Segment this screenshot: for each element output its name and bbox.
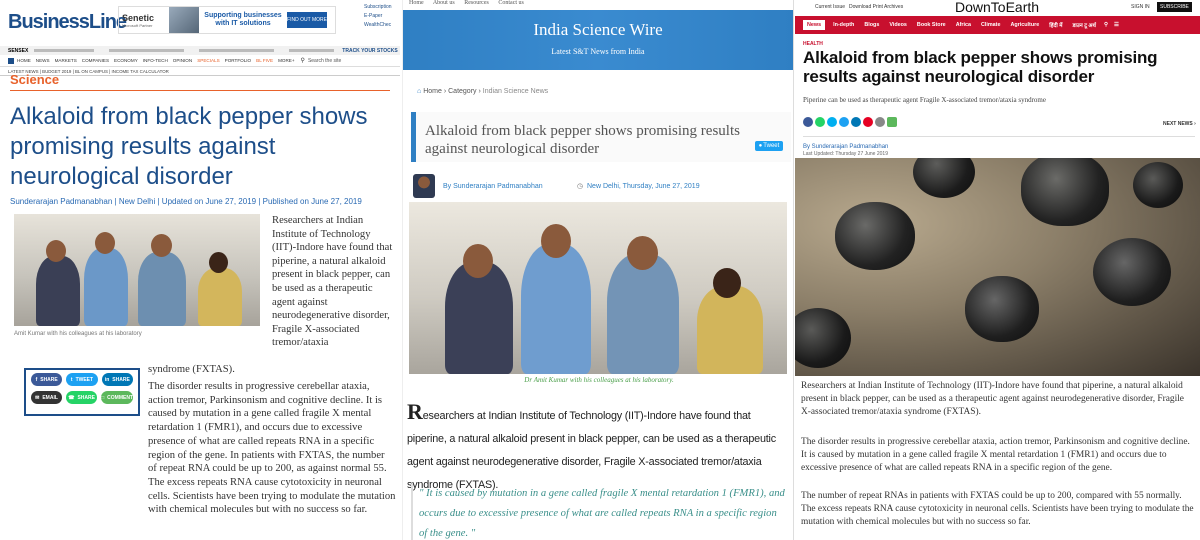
whatsapp-icon[interactable] xyxy=(815,117,825,127)
dte-logo[interactable]: DownToEarth xyxy=(955,0,1040,15)
bl-nav xyxy=(0,55,400,67)
ticker-label: SENSEX xyxy=(8,47,29,54)
archives-link[interactable]: Download Print Archives xyxy=(849,4,904,10)
comment-icon: □ xyxy=(101,394,105,401)
article-title: Alkaloid from black pepper shows promising results against neurological disorder xyxy=(803,48,1158,86)
para-1: Researchers at Indian Institute of Technology (IIT)-Indore have found that piperine, a natural alkaloid present in black pepper, can be used as a therapeutic agent against neurodegenerative disorder, Fragile X-associated tremor/ataxia xyxy=(272,215,393,349)
twitter-icon: t xyxy=(70,376,73,383)
isw-panel xyxy=(402,0,794,540)
article-date: New Delhi, Thursday, June 27, 2019 xyxy=(587,183,700,190)
search-icon[interactable]: ⚲ xyxy=(1103,22,1108,28)
bl-subnav[interactable]: LATEST NEWS | BUDGET 2019 | BL ON CAMPUS | INCOME TAX CALCULATOR xyxy=(0,67,400,76)
topnav-about[interactable]: About us xyxy=(432,0,455,6)
nav-item[interactable]: OPINION xyxy=(172,58,193,63)
nav-item[interactable]: Videos xyxy=(889,22,907,28)
para-1: Researchers at Indian Institute of Technology (IIT)-Indore have found that piperine, a natural alkaloid present in black pepper, can be used as a therapeutic agent against neurodegenerative disorder, Fragile X-associated tremor/ataxia syndrome (FXTAS). xyxy=(801,381,1184,418)
ad-partner: Microsoft Partner xyxy=(122,22,153,28)
nav-item[interactable]: COMPANIES xyxy=(81,58,110,63)
nav-item[interactable]: Agriculture xyxy=(1010,22,1040,28)
share-label: SHARE xyxy=(112,376,130,383)
topnav-contact[interactable]: Contact us xyxy=(498,0,524,6)
bl-logo[interactable]: BusinessLine xyxy=(8,11,127,33)
share-label: SHARE xyxy=(77,394,95,401)
nav-item[interactable]: In-depth xyxy=(833,22,855,28)
bl-ad-banner[interactable] xyxy=(118,6,336,34)
nav-item[interactable]: MARKETS xyxy=(54,58,77,63)
peppercorn xyxy=(1133,162,1183,208)
businessline-panel xyxy=(0,0,400,540)
search-icon[interactable]: ⚲ xyxy=(300,58,305,64)
linkedin-icon[interactable] xyxy=(851,117,861,127)
breadcrumb: ⌂ Home › Category › Indian Science News xyxy=(417,88,549,95)
para-1-text: esearchers at Indian Institute of Technology (IIT)-Indore have found that piperine, a natural alkaloid present in black pepper, can be used as a therapeutic agent against neurodegenerative disorder, Fragile X-associated tremor/ataxia syndrome (FXTAS). xyxy=(407,410,776,491)
para-3: The number of repeat RNAs in patients with FXTAS could be up to 200, compared with 55 normally. The excess repeats RNA cause cytotoxicity in neuronal cells. Scientists have been trying to modulate the mutation with chemical molecules but with no success so far. xyxy=(801,491,1194,528)
nav-item[interactable]: हिंदी में xyxy=(1049,23,1063,29)
article-photo xyxy=(409,202,787,374)
author-name[interactable]: By Sunderarajan Padmanabhan xyxy=(803,144,889,150)
article-title: Alkaloid from black pepper shows promising results against neurological disorder xyxy=(425,123,740,157)
comment-button[interactable] xyxy=(101,391,133,404)
home-icon: ⌂ xyxy=(417,88,422,95)
peppercorn xyxy=(1093,238,1171,306)
nav-item[interactable]: ECONOMY xyxy=(114,58,138,63)
email-share-button[interactable] xyxy=(31,391,62,404)
site-tagline: Latest S&T News from India xyxy=(551,47,645,56)
article-byline: Sunderarajan Padmanabhan | New Delhi | Updated on June 27, 2019 | Published on June 27, 2019 xyxy=(10,197,362,206)
peppercorn xyxy=(1021,158,1109,226)
article-title: Alkaloid from black pepper shows promising results against neurological disorder xyxy=(10,103,368,190)
site-title[interactable]: India Science Wire xyxy=(533,20,663,39)
twitter-icon[interactable] xyxy=(839,117,849,127)
article-photo xyxy=(14,214,260,326)
share-box xyxy=(24,368,140,416)
share-label: EMAIL xyxy=(42,394,58,401)
peppercorn xyxy=(795,308,851,368)
track-stocks-link[interactable]: TRACK YOUR STOCKS xyxy=(342,47,398,54)
para-2: The disorder results in progressive cerebellar ataxia, action tremor, Parkinsonism and cognitive decline. It is caused by mutation in a gene called fragile X mental retardation 1 (FMR1) and occurs due to excessive presence of what are called repeats RNA in a specific region of the gene. xyxy=(801,437,1190,474)
nav-item[interactable]: BL FIVE xyxy=(256,58,274,63)
nav-home-icon[interactable] xyxy=(8,58,14,64)
subscribe-link[interactable]: Subscription xyxy=(364,4,392,10)
article-image xyxy=(795,158,1200,376)
divider xyxy=(803,136,1195,137)
nav-item[interactable]: Climate xyxy=(980,22,1001,28)
peppercorn xyxy=(835,202,915,270)
print-icon[interactable] xyxy=(875,117,885,127)
pull-quote: " It is caused by mutation in a gene called fragile X mental retardation 1 (FMR1), and occurs due to excessive presence of what are called repeats RNA in a specific region of the gene. " xyxy=(411,484,785,540)
skype-icon[interactable] xyxy=(827,117,837,127)
crumb-category[interactable]: Category xyxy=(448,88,477,95)
photo-caption: Amit Kumar with his colleagues at his laboratory xyxy=(14,331,142,337)
nav-news[interactable]: News xyxy=(803,20,825,30)
ad-brand: Senetic xyxy=(122,12,155,23)
chevron-right-icon: › xyxy=(1194,121,1196,127)
search-input[interactable]: Search the site xyxy=(307,57,342,64)
para-1-end: syndrome (FXTAS). xyxy=(148,364,235,375)
photo-caption: Dr Amit Kumar with his colleagues at his laboratory. xyxy=(524,376,674,384)
menu-icon[interactable]: ☰ xyxy=(1113,22,1119,28)
pinterest-icon[interactable] xyxy=(863,117,873,127)
next-news-link[interactable] xyxy=(1163,121,1196,127)
share-icons xyxy=(803,117,897,127)
twitter-icon: ● xyxy=(758,143,763,149)
dte-panel xyxy=(795,0,1200,540)
facebook-icon[interactable] xyxy=(803,117,813,127)
ad-text: Supporting businesses with IT solutions xyxy=(204,12,282,27)
bl-subscribe-links xyxy=(364,4,392,31)
nav-item[interactable]: HOME xyxy=(17,58,31,63)
section-rule xyxy=(10,90,390,91)
facebook-share-button[interactable] xyxy=(31,373,62,386)
topnav-resources[interactable]: Resources xyxy=(464,0,489,6)
author-name[interactable]: By Sunderarajan Padmanabhan xyxy=(443,183,543,190)
crumb-home[interactable]: Home xyxy=(423,88,442,95)
nav-item[interactable]: INFO-TECH xyxy=(142,58,168,63)
bl-ticker-bar xyxy=(0,46,400,55)
para-2: The disorder results in progressive cerebellar ataxia, action tremor, Parkinsonism and cognitive decline. It is caused by mutation in a gene called fragile X mental retardation 1 (FMR1), and occurs due to excessive presence of what are called repeats RNA in a specific region of the gene. In patients with FXTAS, the number of repeat RNA could be up to 200, as against normal 55. The excess repeats RNA cause cytotoxicity in neuronal cells. Scientists have been trying to modulate the mutation with chemical molecules but with no success so far. xyxy=(148,381,396,516)
facebook-icon: f xyxy=(35,376,38,383)
epaper-link[interactable]: E-Paper xyxy=(364,13,383,19)
bl-header xyxy=(0,0,400,46)
topnav-home[interactable]: Home xyxy=(409,0,424,6)
isw-banner xyxy=(403,10,793,70)
whatsapp-share-button[interactable] xyxy=(66,391,97,404)
section-label[interactable]: HEALTH xyxy=(803,41,823,47)
ad-cta-button[interactable]: FIND OUT MORE xyxy=(287,12,327,28)
ad-image xyxy=(169,7,199,33)
last-updated: Last Updated: Thursday 27 June 2019 xyxy=(803,151,888,157)
nav-item[interactable]: SPECIALS xyxy=(197,58,220,63)
tweet-button[interactable] xyxy=(755,141,783,151)
nav-item[interactable]: PORTFOLIO xyxy=(224,58,252,63)
peppercorn xyxy=(965,276,1039,342)
email-icon: ✉ xyxy=(35,394,40,401)
current-issue-link[interactable]: Current Issue xyxy=(815,4,846,10)
article-subtitle: Piperine can be used as therapeutic agent Fragile X-associated tremor/ataxia syndrome xyxy=(803,96,1046,104)
isw-topnav xyxy=(403,0,793,10)
twitter-share-button[interactable] xyxy=(66,373,97,386)
para-1 xyxy=(407,400,791,497)
wealth-link[interactable]: WealthChec xyxy=(364,22,392,28)
section-label[interactable]: Science xyxy=(10,72,60,87)
share-label: COMMENT xyxy=(107,394,133,401)
drop-cap: R xyxy=(407,399,423,424)
author-avatar xyxy=(413,174,435,198)
nav-item[interactable]: NEWS xyxy=(35,58,50,63)
nav-item[interactable]: Blogs xyxy=(864,22,880,28)
signin-link[interactable]: SIGN IN xyxy=(1131,4,1150,10)
comment-icon[interactable] xyxy=(887,117,897,127)
linkedin-icon: in xyxy=(104,376,110,383)
subscribe-button[interactable]: SUBSCRIBE xyxy=(1157,2,1192,12)
nav-item[interactable]: MORE+ xyxy=(278,58,295,63)
peppercorn xyxy=(913,158,975,198)
next-news-label: NEXT NEWS xyxy=(1163,121,1193,127)
crumb-current: Indian Science News xyxy=(482,88,549,95)
share-label: TWEET xyxy=(75,376,94,383)
clock-icon: ◷ xyxy=(577,183,584,190)
tweet-label: Tweet xyxy=(763,143,780,149)
dte-topbar xyxy=(795,0,1200,14)
nav-item[interactable]: डाउन टू अर्थ xyxy=(1072,23,1096,29)
ticker-strip xyxy=(34,49,334,52)
dte-nav xyxy=(795,16,1200,34)
nav-item[interactable]: Book Store xyxy=(916,22,946,28)
linkedin-share-button[interactable] xyxy=(102,373,133,386)
nav-item[interactable]: Africa xyxy=(955,22,971,28)
share-label: SHARE xyxy=(40,376,58,383)
whatsapp-icon: ☎ xyxy=(68,394,75,401)
